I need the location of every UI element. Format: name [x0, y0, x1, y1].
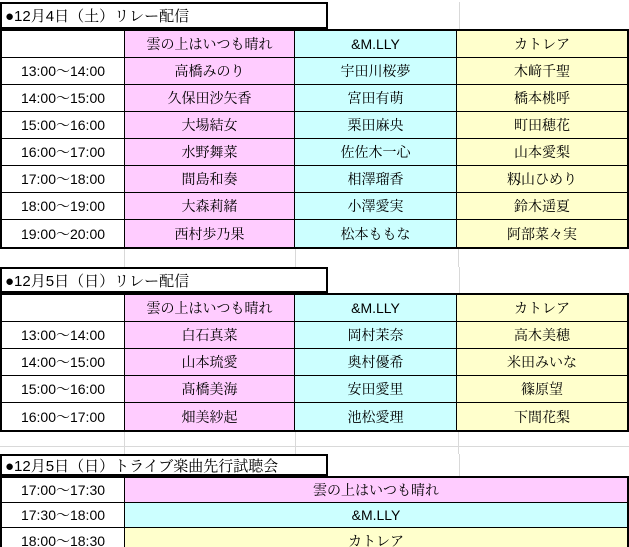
gridline [458, 249, 459, 267]
schedule-table-dec4 [0, 29, 629, 249]
time-cell: 13:00～14:00 [2, 58, 125, 85]
performer-cell: 籾山ひめり [457, 166, 627, 193]
gridline [124, 432, 125, 454]
performer-cell: 佐佐木一心 [295, 139, 457, 166]
group-header-yellow: カトレア [457, 295, 627, 322]
section3-title: ●12月5日（日）トライブ楽曲先行試聴会 [0, 454, 328, 476]
performer-cell: 小澤愛実 [295, 193, 457, 220]
group-header-cyan: &M.LLY [295, 31, 457, 58]
time-cell: 15:00～16:00 [2, 112, 125, 139]
group-cell: カトレア [125, 528, 627, 547]
performer-cell: 間島和奏 [125, 166, 295, 193]
time-cell: 17:00～18:00 [2, 166, 125, 193]
performer-cell: 山本愛梨 [457, 139, 627, 166]
group-header-pink: 雲の上はいつも晴れ [125, 31, 295, 58]
performer-cell: 宇田川桜夢 [295, 58, 457, 85]
performer-cell: 池松愛理 [295, 403, 457, 430]
gridline [459, 267, 460, 293]
gridline [295, 432, 296, 454]
group-cell: 雲の上はいつも晴れ [125, 478, 627, 503]
performer-cell: 町田穂花 [457, 112, 627, 139]
preview-session-table [0, 476, 629, 547]
gridline [458, 432, 459, 454]
gridline [459, 2, 460, 29]
time-cell: 17:30～18:00 [2, 503, 125, 528]
performer-cell: 畑美紗起 [125, 403, 295, 430]
gridline [459, 454, 460, 476]
time-cell: 13:00～14:00 [2, 322, 125, 349]
performer-cell: 木﨑千聖 [457, 58, 627, 85]
performer-cell: 奥村優希 [295, 349, 457, 376]
empty-corner-cell [2, 295, 125, 322]
performer-cell: 岡村茉奈 [295, 322, 457, 349]
schedule-table-dec5 [0, 293, 629, 432]
performer-cell: 栗田麻央 [295, 112, 457, 139]
performer-cell: 米田みいな [457, 349, 627, 376]
time-cell: 18:00～18:30 [2, 528, 125, 547]
section1-title-row [0, 2, 629, 29]
performer-cell: 大森莉緒 [125, 193, 295, 220]
performer-cell: 高橋みのり [125, 58, 295, 85]
performer-cell: 大場結女 [125, 112, 295, 139]
performer-cell: 西村歩乃果 [125, 220, 295, 247]
performer-cell: 久保田沙矢香 [125, 85, 295, 112]
performer-cell: 相澤瑠香 [295, 166, 457, 193]
group-header-yellow: カトレア [457, 31, 627, 58]
performer-cell: 高木美穂 [457, 322, 627, 349]
performer-cell: 山本琉愛 [125, 349, 295, 376]
performer-cell: 白石真菜 [125, 322, 295, 349]
section2-title-row [0, 267, 629, 293]
gridline [124, 249, 125, 267]
performer-cell: 下間花梨 [457, 403, 627, 430]
time-cell: 16:00～17:00 [2, 139, 125, 166]
gridline [0, 446, 629, 447]
performer-cell: 水野舞菜 [125, 139, 295, 166]
group-cell: &M.LLY [125, 503, 627, 528]
time-cell: 15:00～16:00 [2, 376, 125, 403]
time-cell: 17:00～17:30 [2, 478, 125, 503]
time-cell: 14:00～15:00 [2, 349, 125, 376]
group-header-cyan: &M.LLY [295, 295, 457, 322]
performer-cell: 髙橋美海 [125, 376, 295, 403]
performer-cell: 宮田有萌 [295, 85, 457, 112]
gridline [295, 249, 296, 267]
performer-cell: 橋本桃呼 [457, 85, 627, 112]
section1-title: ●12月4日（土）リレー配信 [0, 2, 328, 29]
empty-corner-cell [2, 31, 125, 58]
group-header-pink: 雲の上はいつも晴れ [125, 295, 295, 322]
section2-title: ●12月5日（日）リレー配信 [0, 267, 328, 293]
section3-title-row [0, 454, 629, 476]
time-cell: 16:00～17:00 [2, 403, 125, 430]
performer-cell: 篠原望 [457, 376, 627, 403]
performer-cell: 鈴木遥夏 [457, 193, 627, 220]
performer-cell: 松本ももな [295, 220, 457, 247]
gap-row [0, 249, 629, 267]
gap-row [0, 432, 629, 454]
time-cell: 18:00～19:00 [2, 193, 125, 220]
time-cell: 14:00～15:00 [2, 85, 125, 112]
time-cell: 19:00～20:00 [2, 220, 125, 247]
performer-cell: 阿部菜々実 [457, 220, 627, 247]
performer-cell: 安田愛里 [295, 376, 457, 403]
